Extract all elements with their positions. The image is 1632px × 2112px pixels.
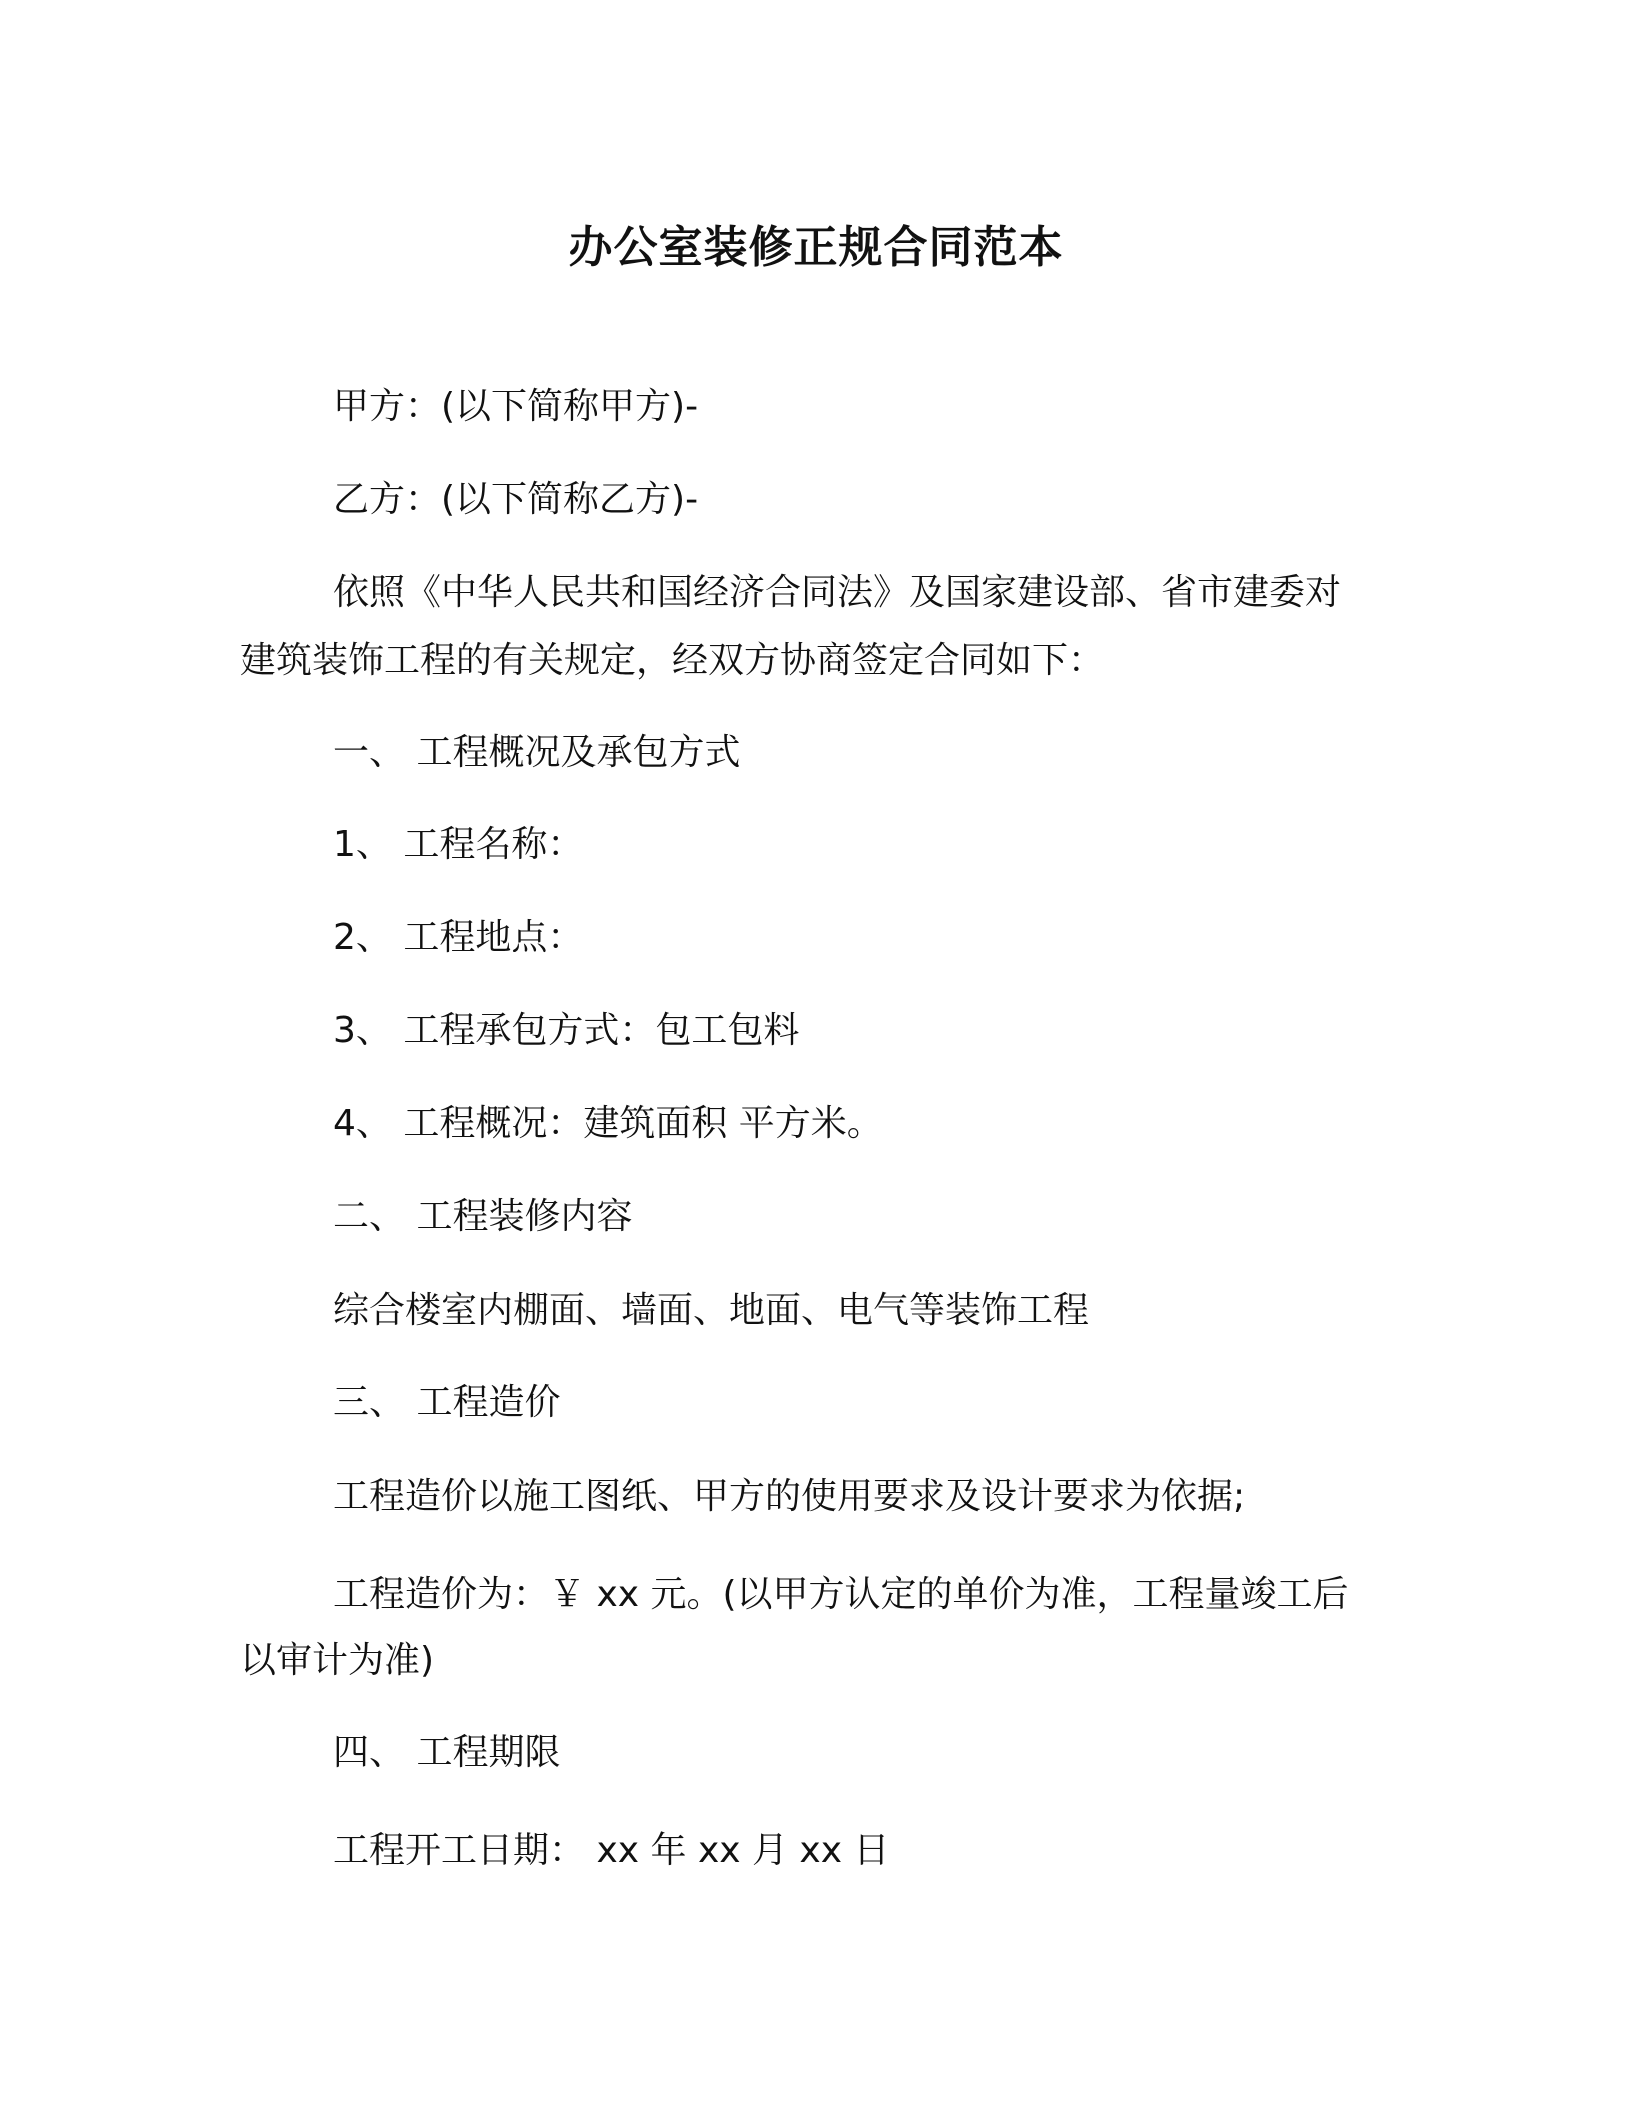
- decoration-content: 综合楼室内棚面、墙面、地面、电气等装饰工程: [333, 1290, 1090, 1331]
- price-line-1: 工程造价为：￥ xx 元。(以甲方认定的单价为准，工程量竣工后: [333, 1574, 1349, 1615]
- price-basis-line: 工程造价以施工图纸、甲方的使用要求及设计要求为依据;: [333, 1476, 1246, 1517]
- price-line-2: 以审计为准): [240, 1640, 435, 1681]
- item-4-project-overview: 4、 工程概况：建筑面积 平方米。: [333, 1103, 883, 1144]
- section-1-heading: 一、 工程概况及承包方式: [333, 732, 741, 773]
- preamble-line-1: 依照《中华人民共和国经济合同法》及国家建设部、省市建委对: [333, 572, 1342, 613]
- item-2-project-location: 2、 工程地点：: [333, 917, 584, 958]
- section-3-heading: 三、 工程造价: [333, 1382, 561, 1423]
- section-4-heading: 四、 工程期限: [333, 1732, 561, 1773]
- start-date-line: 工程开工日期： xx 年 xx 月 xx 日: [333, 1830, 890, 1871]
- preamble-line-2: 建筑装饰工程的有关规定，经双方协商签定合同如下：: [240, 640, 1105, 681]
- document-title: 办公室装修正规合同范本: [568, 222, 1064, 273]
- section-2-heading: 二、 工程装修内容: [333, 1196, 633, 1237]
- item-1-project-name: 1、 工程名称：: [333, 824, 584, 865]
- party-a-line: 甲方：(以下简称甲方)-: [333, 386, 699, 427]
- item-3-contract-method: 3、 工程承包方式：包工包料: [333, 1010, 800, 1051]
- party-b-line: 乙方：(以下简称乙方)-: [333, 479, 699, 520]
